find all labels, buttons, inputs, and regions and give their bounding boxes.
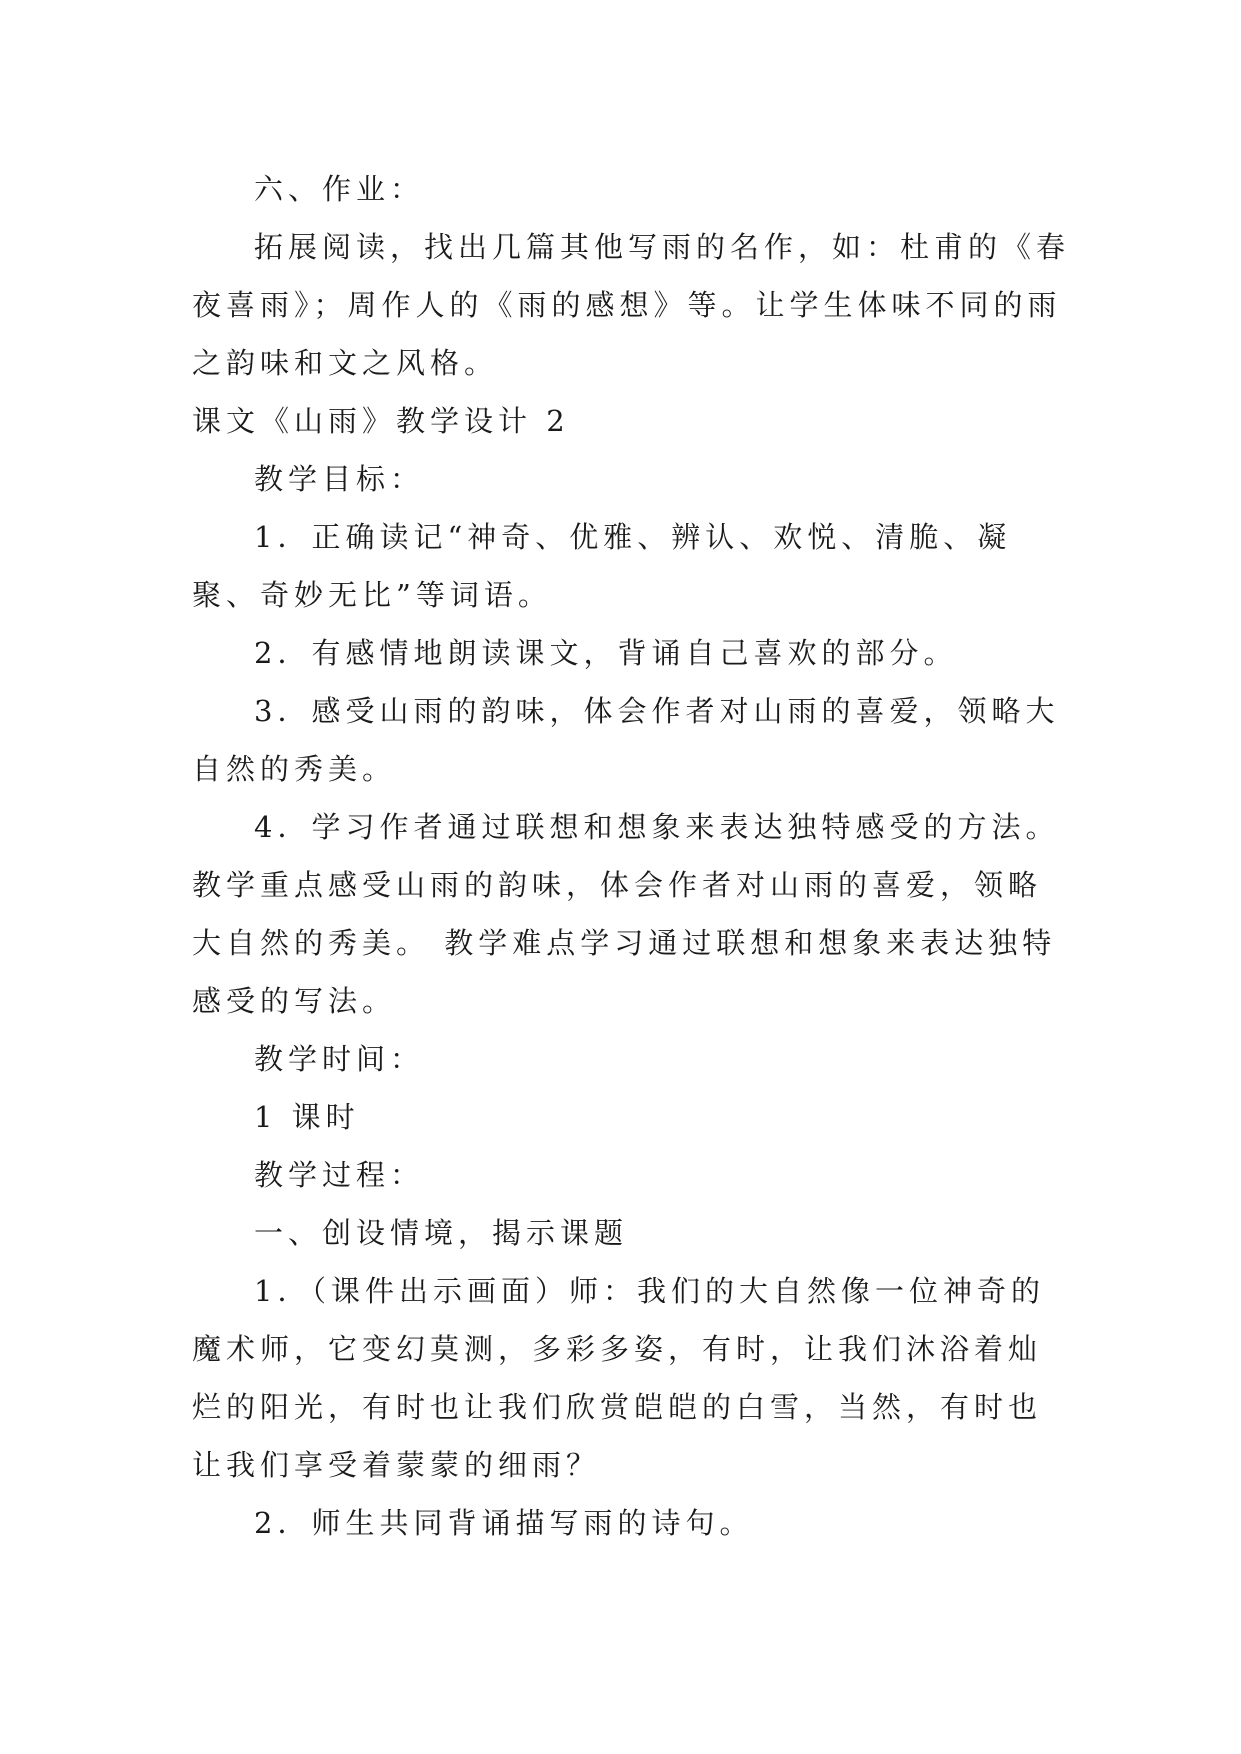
paragraph-process-heading: 教学过程： (254, 1158, 425, 1192)
paragraph-extended-reading: 拓展阅读，找出几篇其他写雨的名作，如：杜甫的《春夜喜雨》；周作人的《雨的感想》等。让学生体味不同的雨之韵味和文之风格。 (192, 230, 1071, 380)
paragraph-homework-heading: 六、作业： (254, 172, 425, 206)
paragraph-objective-4: 4．学习作者通过联想和想象来表达独特感受的方法。 (254, 810, 1060, 844)
paragraph-step-2: 2．师生共同背诵描写雨的诗句。 (254, 1506, 754, 1540)
paragraph-objective-2: 2．有感情地朗读课文，背诵自己喜欢的部分。 (254, 636, 958, 670)
document-body (192, 160, 1072, 1552)
paragraph-key-and-difficult-points: 教学重点感受山雨的韵味，体会作者对山雨的喜爱，领略大自然的秀美。 教学难点学习通过联想和想象来表达独特感受的写法。 (192, 868, 1057, 1018)
paragraph-objective-3: 3．感受山雨的韵味，体会作者对山雨的喜爱，领略大自然的秀美。 (192, 694, 1060, 786)
section-title: 课文《山雨》教学设计 2 (192, 404, 570, 438)
paragraph-step-1: 1．（课件出示画面）师：我们的大自然像一位神奇的魔术师，它变幻莫测，多彩多姿，有时，让我们沐浴着灿烂的阳光，有时也让我们欣赏皑皑的白雪，当然，有时也让我们享受着蒙蒙的细雨？ (192, 1274, 1045, 1482)
paragraph-time-heading: 教学时间： (254, 1042, 425, 1076)
paragraph-objectives-heading: 教学目标： (254, 462, 425, 496)
paragraph-time-value: 1 课时 (254, 1100, 360, 1134)
paragraph-step-one-heading: 一、创设情境，揭示课题 (254, 1216, 629, 1250)
paragraph-objective-1: 1．正确读记“神奇、优雅、辨认、欢悦、清脆、凝聚、奇妙无比”等词语。 (192, 520, 1012, 612)
